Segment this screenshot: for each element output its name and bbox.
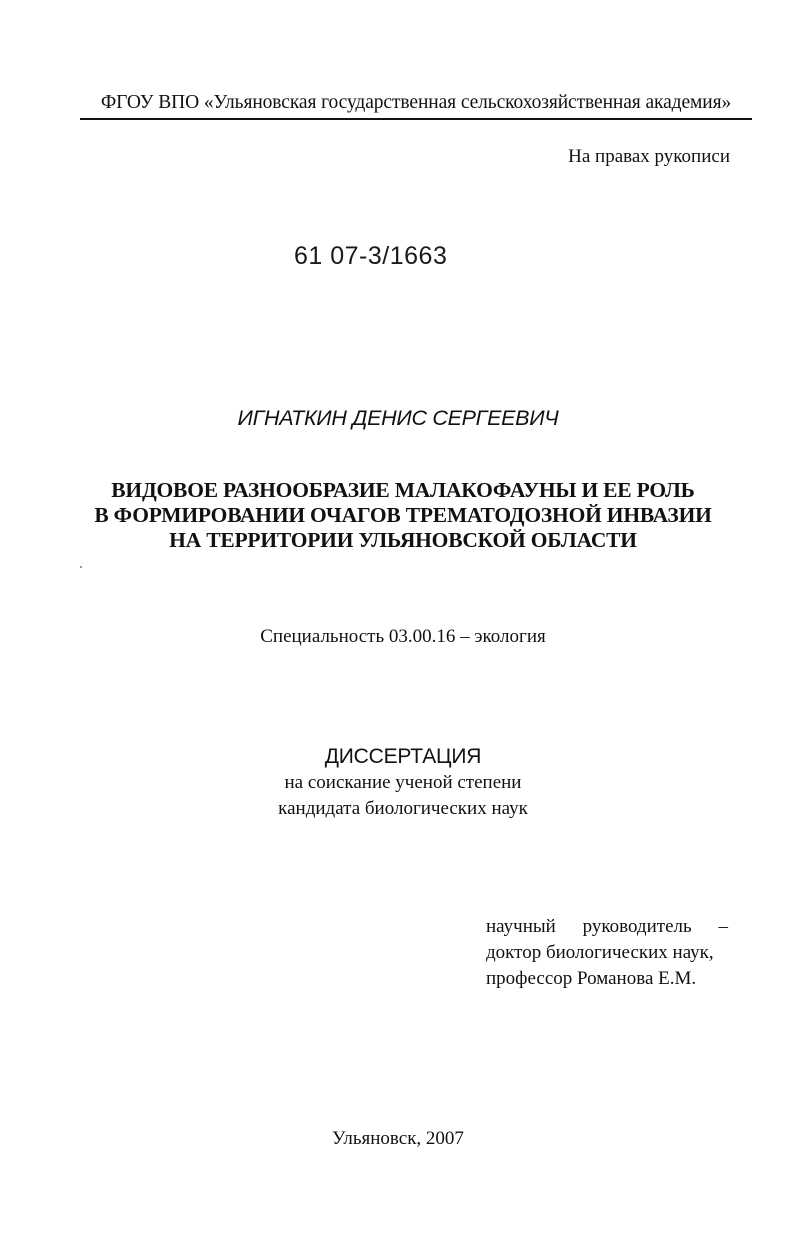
document-type: ДИССЕРТАЦИЯ — [324, 745, 482, 768]
title-line: ВИДОВОЕ РАЗНООБРАЗИЕ МАЛАКОФАУНЫ И ЕЕ РОЛЬ — [111, 478, 695, 502]
header-divider — [80, 118, 752, 120]
city-year: Ульяновск, 2007 — [332, 1128, 464, 1149]
dissertation-block — [0, 744, 796, 822]
supervisor-block — [486, 914, 728, 992]
supervisor-role-dash: – — [718, 916, 728, 937]
title-line: НА ТЕРРИТОРИИ УЛЬЯНОВСКОЙ ОБЛАСТИ — [169, 528, 637, 552]
title-line: В ФОРМИРОВАНИИ ОЧАГОВ ТРЕМАТОДОЗНОЙ ИНВАЗИИ — [94, 503, 712, 527]
supervisor-role-word: научный — [486, 916, 556, 937]
supervisor-role-word: руководитель — [582, 916, 692, 937]
degree-name: кандидата биологических наук — [278, 798, 528, 819]
author-name: ИГНАТКИН ДЕНИС СЕРГЕЕВИЧ — [237, 406, 559, 430]
dissertation-title — [0, 478, 796, 553]
organization-header: ФГОУ ВПО «Ульяновская государственная сельскохозяйственная академия» — [100, 92, 732, 113]
scan-speck — [80, 566, 82, 568]
specialty-line: Специальность 03.00.16 – экология — [260, 626, 546, 647]
supervisor-degree: доктор биологических наук, — [486, 942, 714, 963]
supervisor-name: профессор Романова Е.М. — [486, 968, 697, 989]
archive-stamp-code: 61 07-3/1663 — [294, 242, 448, 270]
supervisor-role — [486, 914, 728, 940]
degree-purpose: на соискание ученой степени — [284, 772, 522, 793]
manuscript-note: На правах рукописи — [568, 146, 730, 167]
